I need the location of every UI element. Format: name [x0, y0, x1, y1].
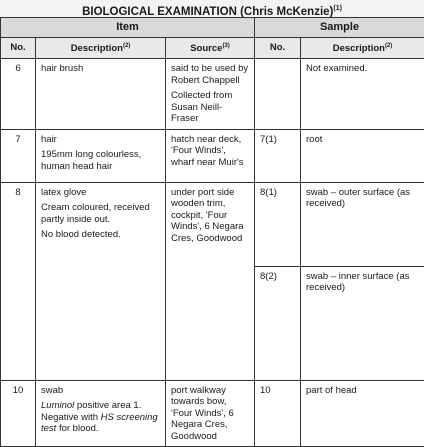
item-description: [36, 182, 166, 380]
item-description: [36, 129, 166, 182]
group-item: Item: [1, 18, 255, 38]
item-source: [166, 380, 255, 447]
item-no: 8: [1, 182, 36, 380]
group-header-row: [1, 18, 424, 38]
negative-suffix: for blood.: [56, 423, 98, 434]
description-line: hair: [41, 134, 160, 146]
col-sample-no: No.: [255, 38, 301, 59]
col-sample-description-note: (2): [385, 43, 392, 49]
description-line: No blood detected.: [41, 229, 160, 241]
sample-no: 7(1): [255, 129, 301, 182]
col-item-description-label: Description: [71, 43, 123, 54]
description-line: [41, 400, 160, 435]
sample-description: Not examined.: [301, 59, 424, 130]
item-source: [166, 129, 255, 182]
description-line: hair brush: [41, 63, 160, 75]
sample-description: root: [301, 129, 424, 182]
luminol-term: Luminol: [41, 400, 74, 411]
col-item-source-note: (3): [222, 43, 229, 49]
luminol-result: positive area 1.: [74, 400, 141, 411]
col-item-source: [166, 38, 255, 59]
hs-test-term: HS screening test: [41, 412, 158, 435]
sample-no: [255, 59, 301, 130]
item-no: 10: [1, 380, 36, 447]
description-line: 195mm long colourless, human head hair: [41, 149, 160, 172]
source-line: hatch near deck, 'Four Winds', wharf near Muir's: [171, 134, 249, 169]
col-item-description-note: (2): [123, 43, 130, 49]
col-item-no: No.: [1, 38, 36, 59]
description-line: Cream coloured, received partly inside out.: [41, 202, 160, 225]
item-source: [166, 182, 255, 380]
group-sample: Sample: [255, 18, 424, 38]
title-text: BIOLOGICAL EXAMINATION (Chris McKenzie): [82, 6, 333, 18]
source-line: Collected from Susan Neill-Fraser: [171, 90, 249, 125]
item-source: [166, 59, 255, 130]
item-no: 7: [1, 129, 36, 182]
title-note: (1): [333, 5, 342, 12]
table-row: [1, 59, 424, 130]
col-item-description: [36, 38, 166, 59]
col-sample-description: [301, 38, 424, 59]
description-line: swab: [41, 385, 160, 397]
sample-no: 8(2): [255, 266, 301, 380]
source-line: under port side wooden trim, cockpit, 'Four Winds', 6 Negara Cres, Goodwood: [171, 187, 249, 245]
sample-description: swab – inner surface (as received): [301, 266, 424, 380]
sample-description: swab – outer surface (as received): [301, 182, 424, 266]
table-row: [1, 182, 424, 266]
table-row: [1, 380, 424, 447]
negative-prefix: Negative with: [41, 412, 101, 423]
col-sample-description-label: Description: [333, 43, 385, 54]
table-row: [1, 129, 424, 182]
sample-description: part of head: [301, 380, 424, 447]
page-title: [0, 0, 424, 17]
sample-no: 10: [255, 380, 301, 447]
description-line: latex glove: [41, 187, 160, 199]
col-item-source-label: Source: [190, 43, 222, 54]
sample-no: 8(1): [255, 182, 301, 266]
source-line: port walkway towards bow, 'Four Winds', 6 Negara Cres, Goodwood: [171, 385, 249, 443]
item-description: [36, 380, 166, 447]
item-description: [36, 59, 166, 130]
source-line: said to be used by Robert Chappell: [171, 63, 249, 86]
item-no: 6: [1, 59, 36, 130]
column-header-row: [1, 38, 424, 59]
examination-table: [0, 17, 424, 447]
